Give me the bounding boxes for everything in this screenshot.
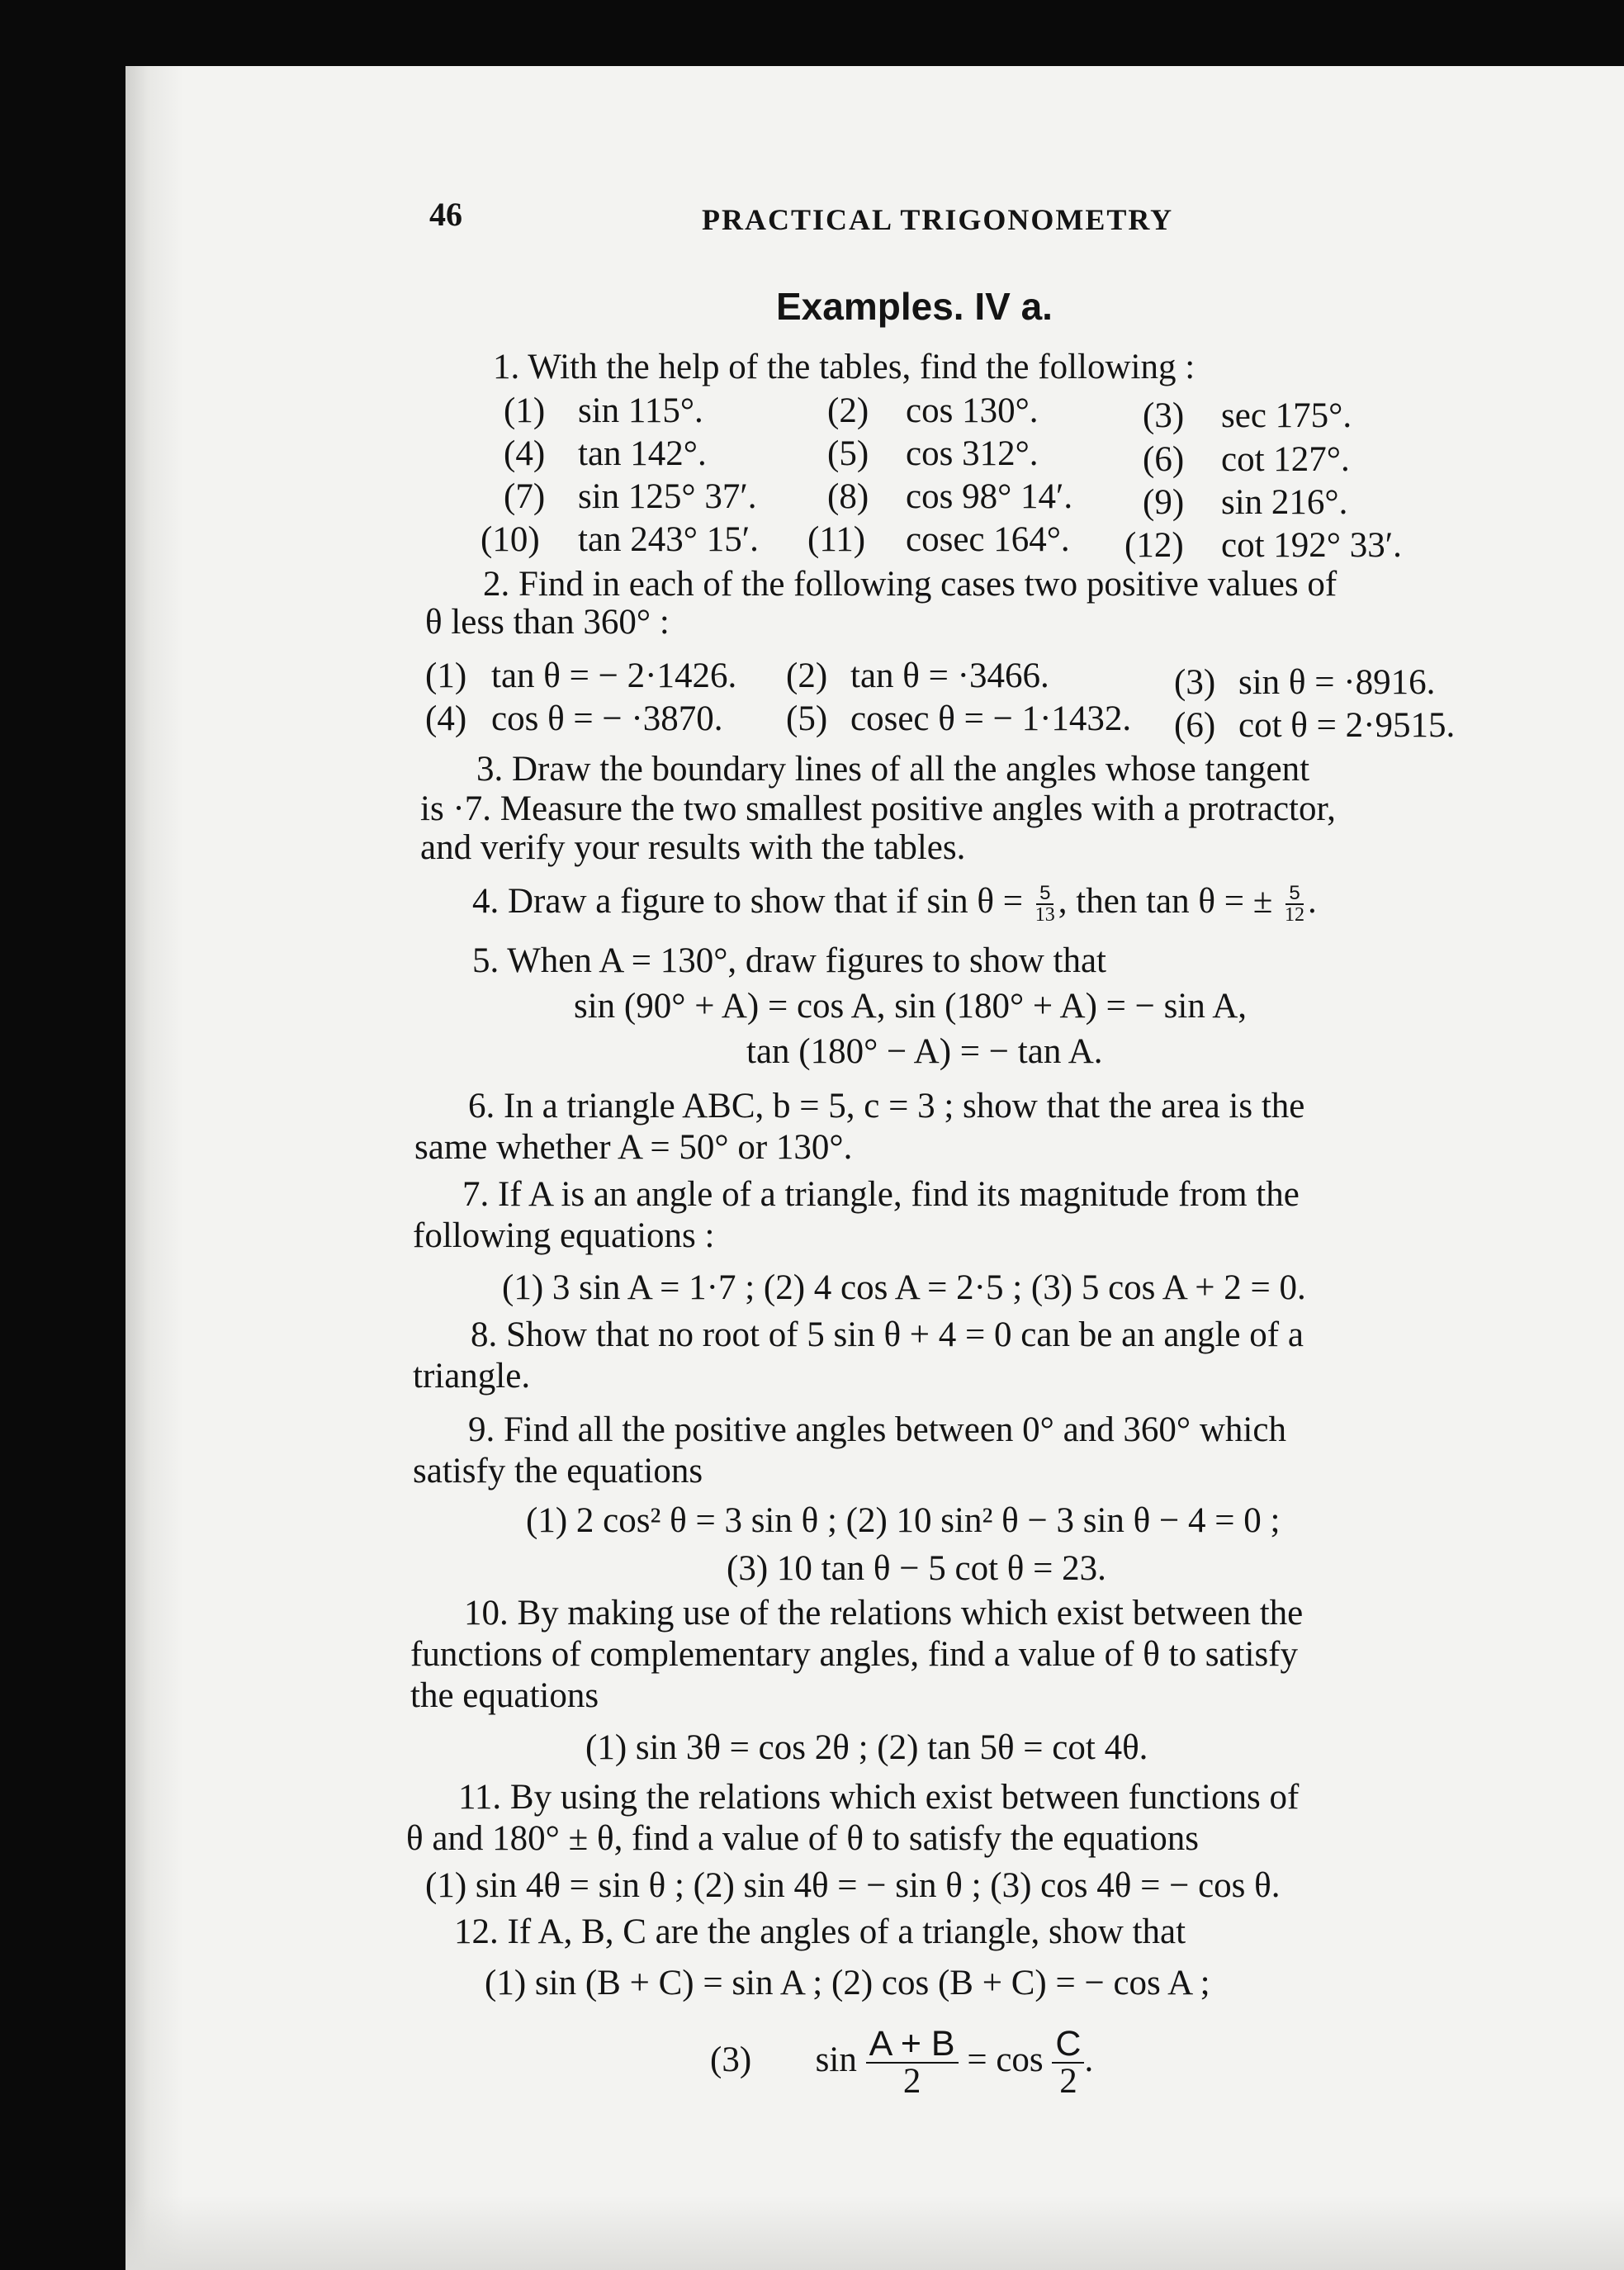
section-title: Examples. IV a. (776, 285, 1053, 328)
fraction-numerator: C (1052, 2026, 1084, 2064)
ex12-text: = cos (967, 2040, 1044, 2079)
ex1-item-text: sin 115°. (578, 391, 703, 430)
ex11-line: (1) sin 4θ = sin θ ; (2) sin 4θ = − sin θ ; (3) cos 4θ = − cos θ. (425, 1866, 1281, 1905)
ex7-line: (1) 3 sin A = 1·7 ; (2) 4 cos A = 2·5 ; (3) 5 cos A + 2 = 0. (502, 1268, 1306, 1307)
fraction (866, 2026, 959, 2099)
ex1-item-text: sin 125° 37′. (578, 477, 757, 516)
ex2-item-label: (4) (425, 699, 467, 738)
ex9-line: 9. Find all the positive angles between 0° and 360° which (468, 1410, 1286, 1449)
ex6-line: same whether A = 50° or 130°. (414, 1128, 853, 1167)
ex12-line: 12. If A, B, C are the angles of a triangle, show that (454, 1912, 1186, 1951)
fraction-denominator: 13 (1035, 904, 1055, 926)
book-page (125, 66, 1624, 2270)
ex10-line: (1) sin 3θ = cos 2θ ; (2) tan 5θ = cot 4θ. (585, 1728, 1148, 1767)
ex5-line: 5. When A = 130°, draw figures to show that (472, 941, 1106, 980)
ex5-line: tan (180° − A) = − tan A. (746, 1032, 1103, 1071)
ex1-item-label: (10) (481, 520, 540, 559)
ex8-line: triangle. (413, 1357, 531, 1396)
ex8-line: 8. Show that no root of 5 sin θ + 4 = 0 can be an angle of a (471, 1315, 1304, 1354)
ex2-item-text: cosec θ = − 1·1432. (850, 699, 1132, 738)
ex12-line: (1) sin (B + C) = sin A ; (2) cos (B + C) = − cos A ; (485, 1964, 1210, 2002)
ex3-line: 3. Draw the boundary lines of all the angles whose tangent (476, 750, 1310, 789)
ex1-item-text: cot 127°. (1221, 440, 1350, 479)
ex12-line3 (710, 2026, 1093, 2099)
page-text (125, 66, 1624, 2270)
ex1-item-text: cosec 164°. (906, 520, 1070, 559)
ex1-item-label: (5) (827, 434, 869, 473)
fraction-denominator: 12 (1285, 904, 1305, 926)
ex1-item-label: (7) (504, 477, 546, 516)
ex1-item-text: sec 175°. (1221, 396, 1352, 435)
ex12-text: . (1084, 2040, 1094, 2079)
ex1-item-label: (1) (504, 391, 546, 430)
fraction (1281, 884, 1308, 925)
ex7-line: following equations : (413, 1216, 715, 1255)
ex11-line: θ and 180° ± θ, find a value of θ to satisfy the equations (406, 1819, 1200, 1858)
ex6-line: 6. In a triangle ABC, b = 5, c = 3 ; show that the area is the (468, 1087, 1305, 1126)
ex9-line: (3) 10 tan θ − 5 cot θ = 23. (727, 1549, 1106, 1588)
ex4-text: 4. Draw a figure to show that if sin θ = (472, 882, 1024, 921)
ex5-line: sin (90° + A) = cos A, sin (180° + A) = − sin A, (574, 987, 1248, 1026)
fraction (1052, 2026, 1084, 2099)
page-number: 46 (429, 196, 462, 233)
ex2-item-label: (6) (1174, 706, 1216, 745)
ex2-item-text: tan θ = − 2·1426. (491, 656, 737, 695)
ex2-item-text: tan θ = ·3466. (850, 656, 1049, 695)
ex1-item-label: (12) (1124, 526, 1184, 565)
fraction-numerator: 5 (1036, 884, 1053, 905)
ex4-line (472, 884, 1317, 925)
ex1-item-text: tan 142°. (578, 434, 707, 473)
ex2-item-label: (3) (1174, 663, 1216, 702)
ex4-text: , then tan θ = ± (1058, 882, 1273, 921)
ex1-item-label: (2) (827, 391, 869, 430)
fraction-denominator: 2 (902, 2062, 921, 2101)
ex11-line: 11. By using the relations which exist between functions of (458, 1778, 1300, 1817)
ex3-line: and verify your results with the tables. (420, 828, 966, 867)
ex12-label: (3) (710, 2040, 752, 2079)
ex1-item-label: (6) (1143, 440, 1185, 479)
ex2-line: 2. Find in each of the following cases two positive values of (483, 565, 1338, 604)
ex9-line: (1) 2 cos² θ = 3 sin θ ; (2) 10 sin² θ − 3 sin θ − 4 = 0 ; (526, 1501, 1281, 1540)
ex1-item-label: (11) (807, 520, 866, 559)
ex1-item-text: cot 192° 33′. (1221, 526, 1402, 565)
fraction-numerator: 5 (1285, 884, 1303, 905)
fraction-numerator: A + B (866, 2026, 959, 2064)
ex2-item-text: cot θ = 2·9515. (1238, 706, 1456, 745)
running-head: PRACTICAL TRIGONOMETRY (702, 203, 1174, 236)
ex10-line: functions of complementary angles, find a value of θ to satisfy (410, 1635, 1298, 1674)
ex2-item-label: (1) (425, 656, 467, 695)
ex1-item-text: cos 130°. (906, 391, 1039, 430)
ex2-item-text: sin θ = ·8916. (1238, 663, 1436, 702)
ex1-item-label: (9) (1143, 483, 1185, 522)
fraction-denominator: 2 (1059, 2062, 1077, 2101)
ex1-item-text: cos 98° 14′. (906, 477, 1073, 516)
ex9-line: satisfy the equations (413, 1452, 703, 1490)
ex2-item-label: (5) (786, 699, 828, 738)
ex1-item-label: (4) (504, 434, 546, 473)
ex2-item-text: cos θ = − ·3870. (491, 699, 723, 738)
ex2-item-label: (2) (786, 656, 828, 695)
fraction (1032, 884, 1058, 925)
ex12-text: sin (815, 2040, 857, 2079)
ex7-line: 7. If A is an angle of a triangle, find its magnitude from the (462, 1175, 1300, 1214)
ex1-item-label: (3) (1143, 396, 1185, 435)
ex1-item-text: tan 243° 15′. (578, 520, 759, 559)
ex4-text: . (1308, 882, 1317, 921)
ex10-line: 10. By making use of the relations which exist between the (464, 1594, 1304, 1633)
ex1-item-label: (8) (827, 477, 869, 516)
ex2-line: θ less than 360° : (425, 603, 670, 642)
ex1-item-text: sin 216°. (1221, 483, 1348, 522)
ex3-line: is ·7. Measure the two smallest positive angles with a protractor, (420, 789, 1336, 828)
ex1-intro: 1. With the help of the tables, find the following : (493, 348, 1196, 386)
ex1-item-text: cos 312°. (906, 434, 1039, 473)
ex10-line: the equations (410, 1676, 599, 1715)
